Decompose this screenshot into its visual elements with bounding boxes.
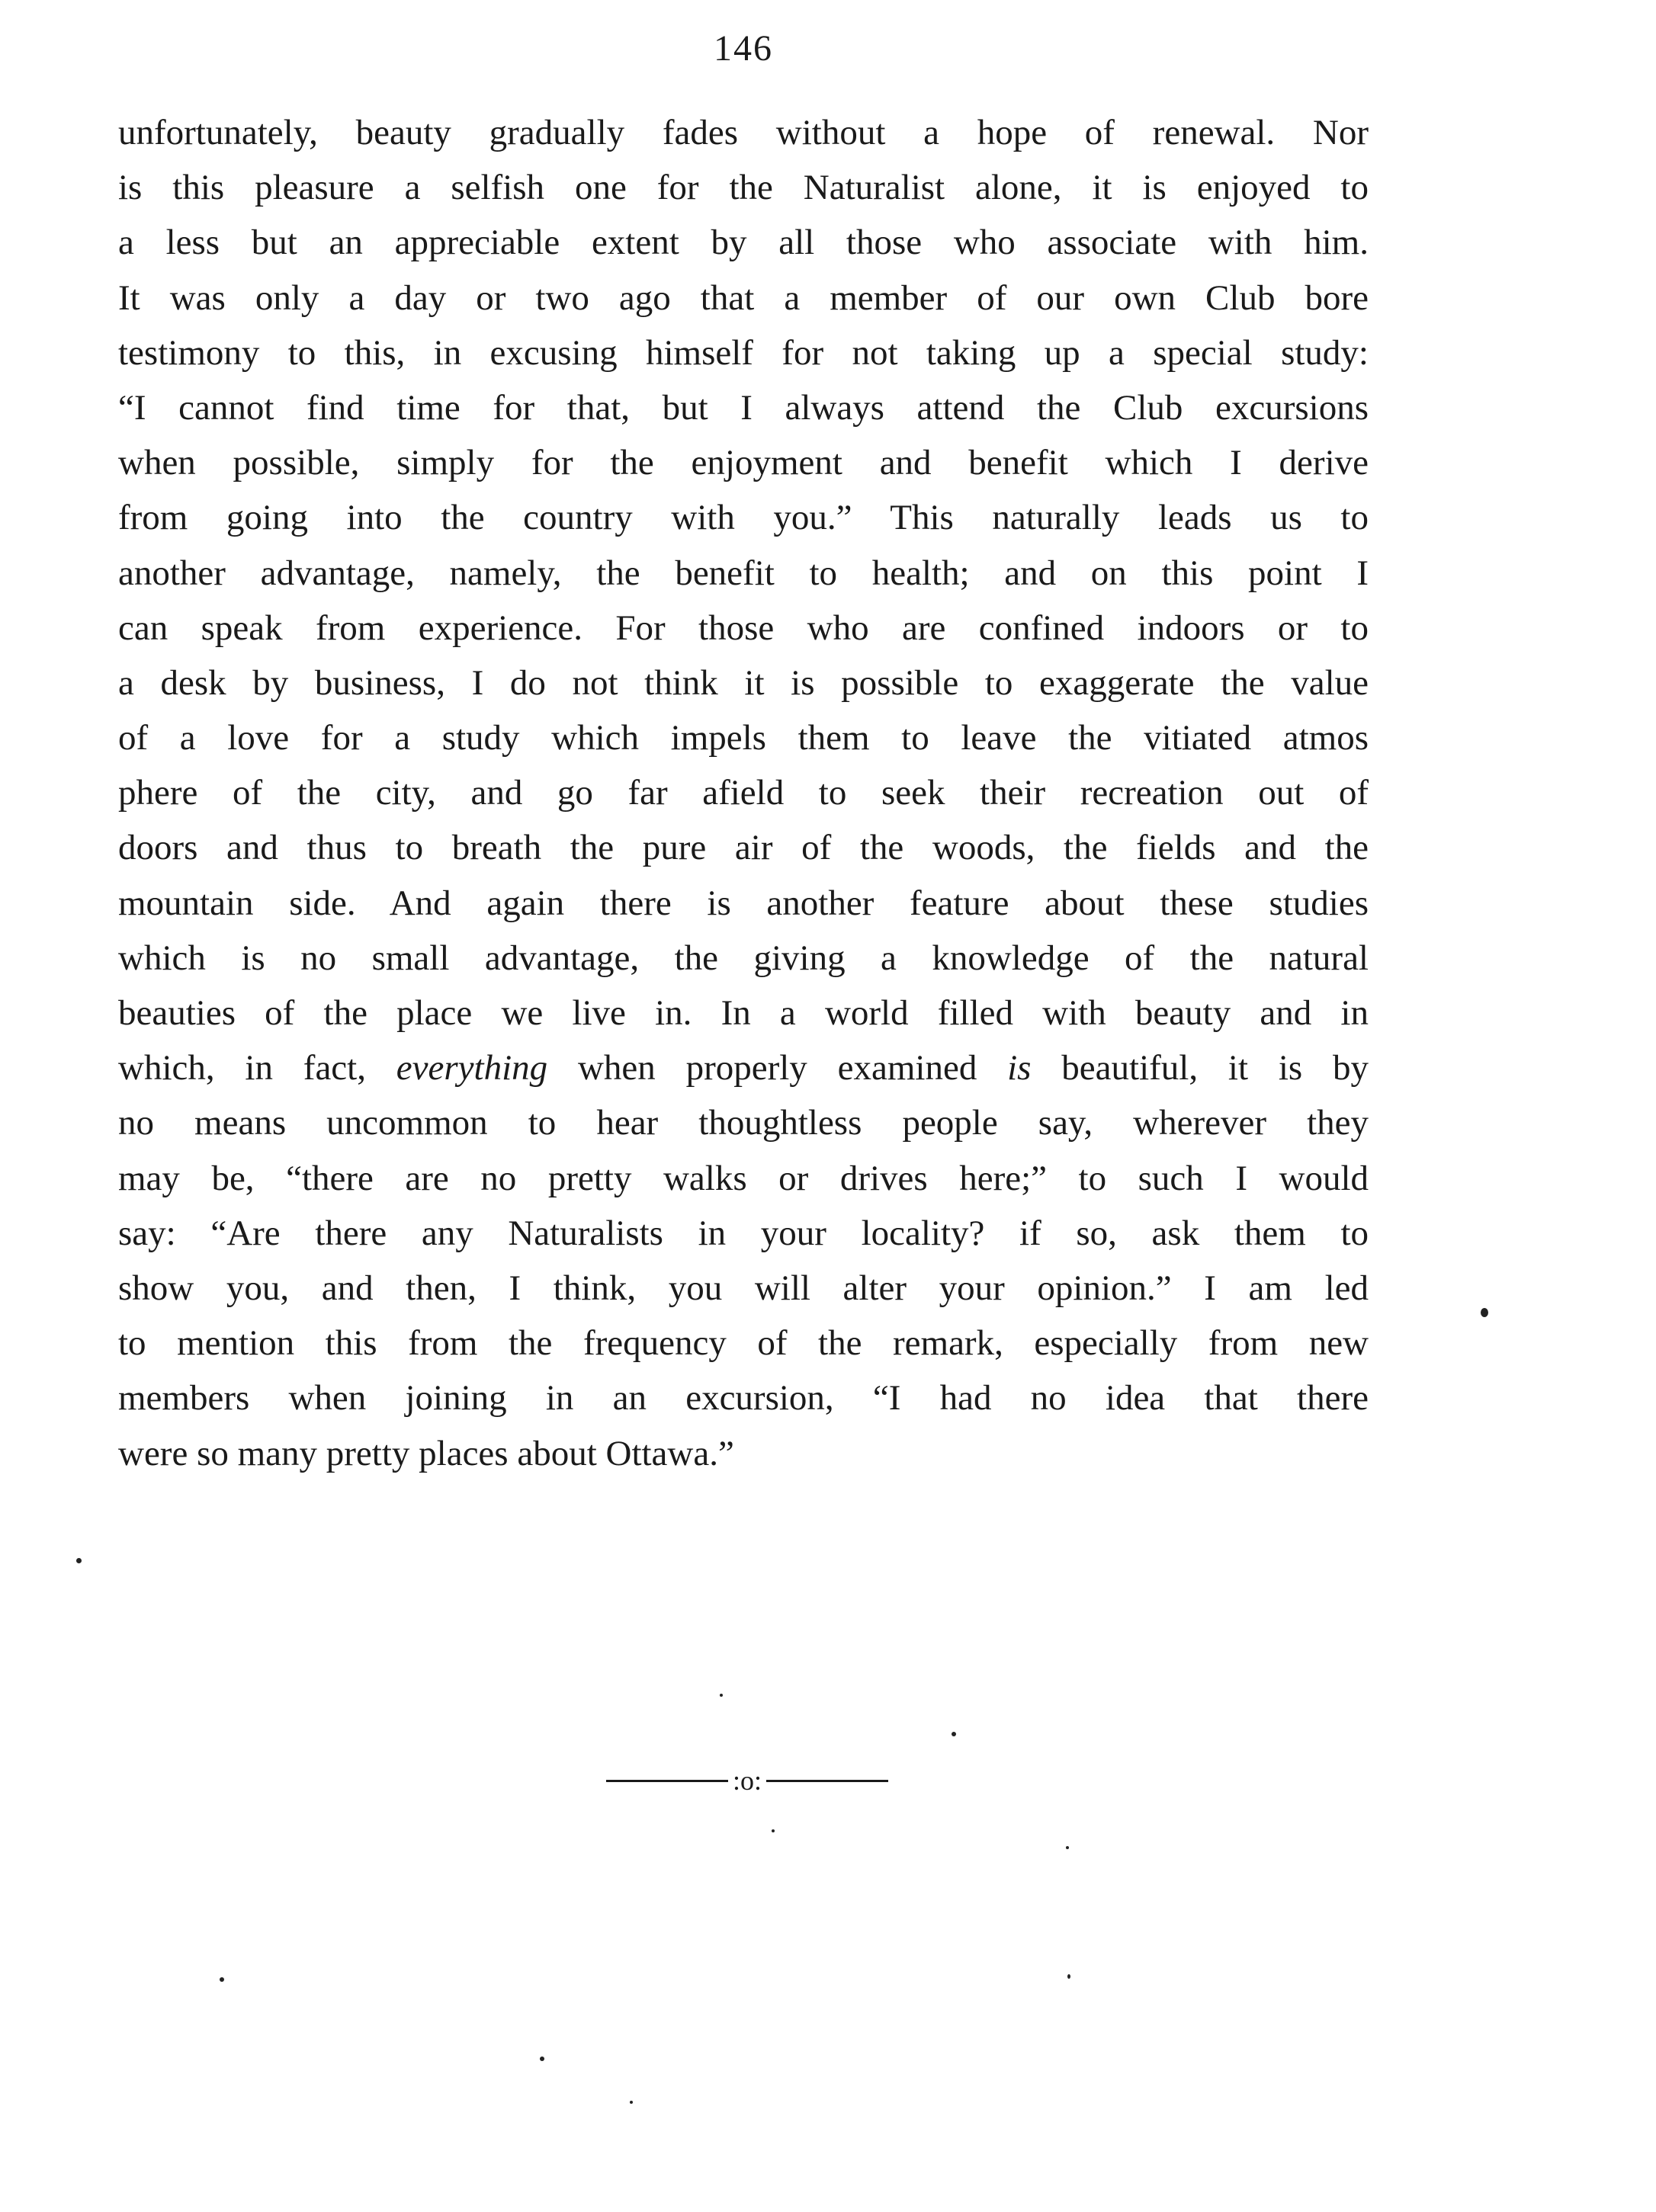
line-segment: when properly examined [547, 1048, 1008, 1088]
text-line: of a love for a study which impels them to leave the vitiated atmos [118, 718, 1369, 758]
page-number: 146 [714, 28, 773, 69]
line-segment: beautiful, it is by [1031, 1048, 1369, 1088]
scan-speck [720, 1694, 723, 1697]
text-line: which is no small advantage, the giving a knowledge of the natural [118, 938, 1369, 978]
text-line: a less but an appreciable extent by all those who associate with him. [118, 223, 1369, 263]
scan-speck [630, 2101, 633, 2104]
text-line: unfortunately, beauty gradually fades without a hope of renewal. Nor [118, 113, 1369, 152]
text-line: to mention this from the frequency of the remark, especially from new [118, 1323, 1369, 1364]
text-line: phere of the city, and go far afield to seek their recreation out of [118, 773, 1369, 813]
scan-speck [540, 2057, 544, 2061]
text-line: doors and thus to breath the pure air of the woods, the fields and the [118, 828, 1369, 868]
body-text [118, 105, 1369, 1481]
emphasis-word: everything [396, 1048, 548, 1088]
section-divider [595, 1765, 900, 1796]
text-line: can speak from experience. For those who are confined indoors or to [118, 607, 1369, 648]
text-line: when possible, simply for the enjoyment and benefit which I derive [118, 443, 1369, 483]
line-segment: which, in fact, [118, 1048, 396, 1088]
emphasis-word: is [1007, 1048, 1032, 1088]
text-line: It was only a day or two ago that a member of our own Club bore [118, 277, 1369, 318]
scan-speck [76, 1558, 82, 1563]
scan-speck [1067, 1974, 1070, 1979]
text-line: members when joining in an excursion, “I had no idea that there [118, 1378, 1369, 1419]
text-line: beauties of the place we live in. In a world filled with beauty and in [118, 993, 1369, 1033]
text-line: say: “Are there any Naturalists in your locality? if so, ask them to [118, 1213, 1369, 1253]
text-line: another advantage, namely, the benefit to health; and on this point I [118, 553, 1369, 593]
text-line: mountain side. And again there is another feature about these studies [118, 883, 1369, 923]
text-line: may be, “there are no pretty walks or drives here;” to such I would [118, 1158, 1369, 1198]
divider-mark: :o: [732, 1765, 762, 1796]
scan-speck [1066, 1846, 1069, 1849]
scan-speck [772, 1829, 775, 1832]
text-line: no means uncommon to hear thoughtless people say, wherever they [118, 1103, 1369, 1143]
text-line: is this pleasure a selfish one for the Naturalist alone, it is enjoyed to [118, 168, 1369, 208]
scan-speck [952, 1732, 956, 1736]
text-line-emphasis [118, 1040, 1369, 1095]
divider-rule [766, 1780, 888, 1782]
text-line: “I cannot find time for that, but I always attend the Club excursions [118, 387, 1369, 428]
text-line: show you, and then, I think, you will alter your opinion.” I am led [118, 1268, 1369, 1308]
scan-speck [1481, 1308, 1488, 1317]
text-line: a desk by business, I do not think it is possible to exaggerate the value [118, 662, 1369, 703]
text-line: testimony to this, in excusing himself for not taking up a special study: [118, 332, 1369, 373]
scan-speck [220, 1977, 224, 1982]
text-line: from going into the country with you.” This naturally leads us to [118, 498, 1369, 538]
divider-rule [606, 1780, 728, 1782]
text-line: were so many pretty places about Ottawa.” [118, 1433, 734, 1473]
